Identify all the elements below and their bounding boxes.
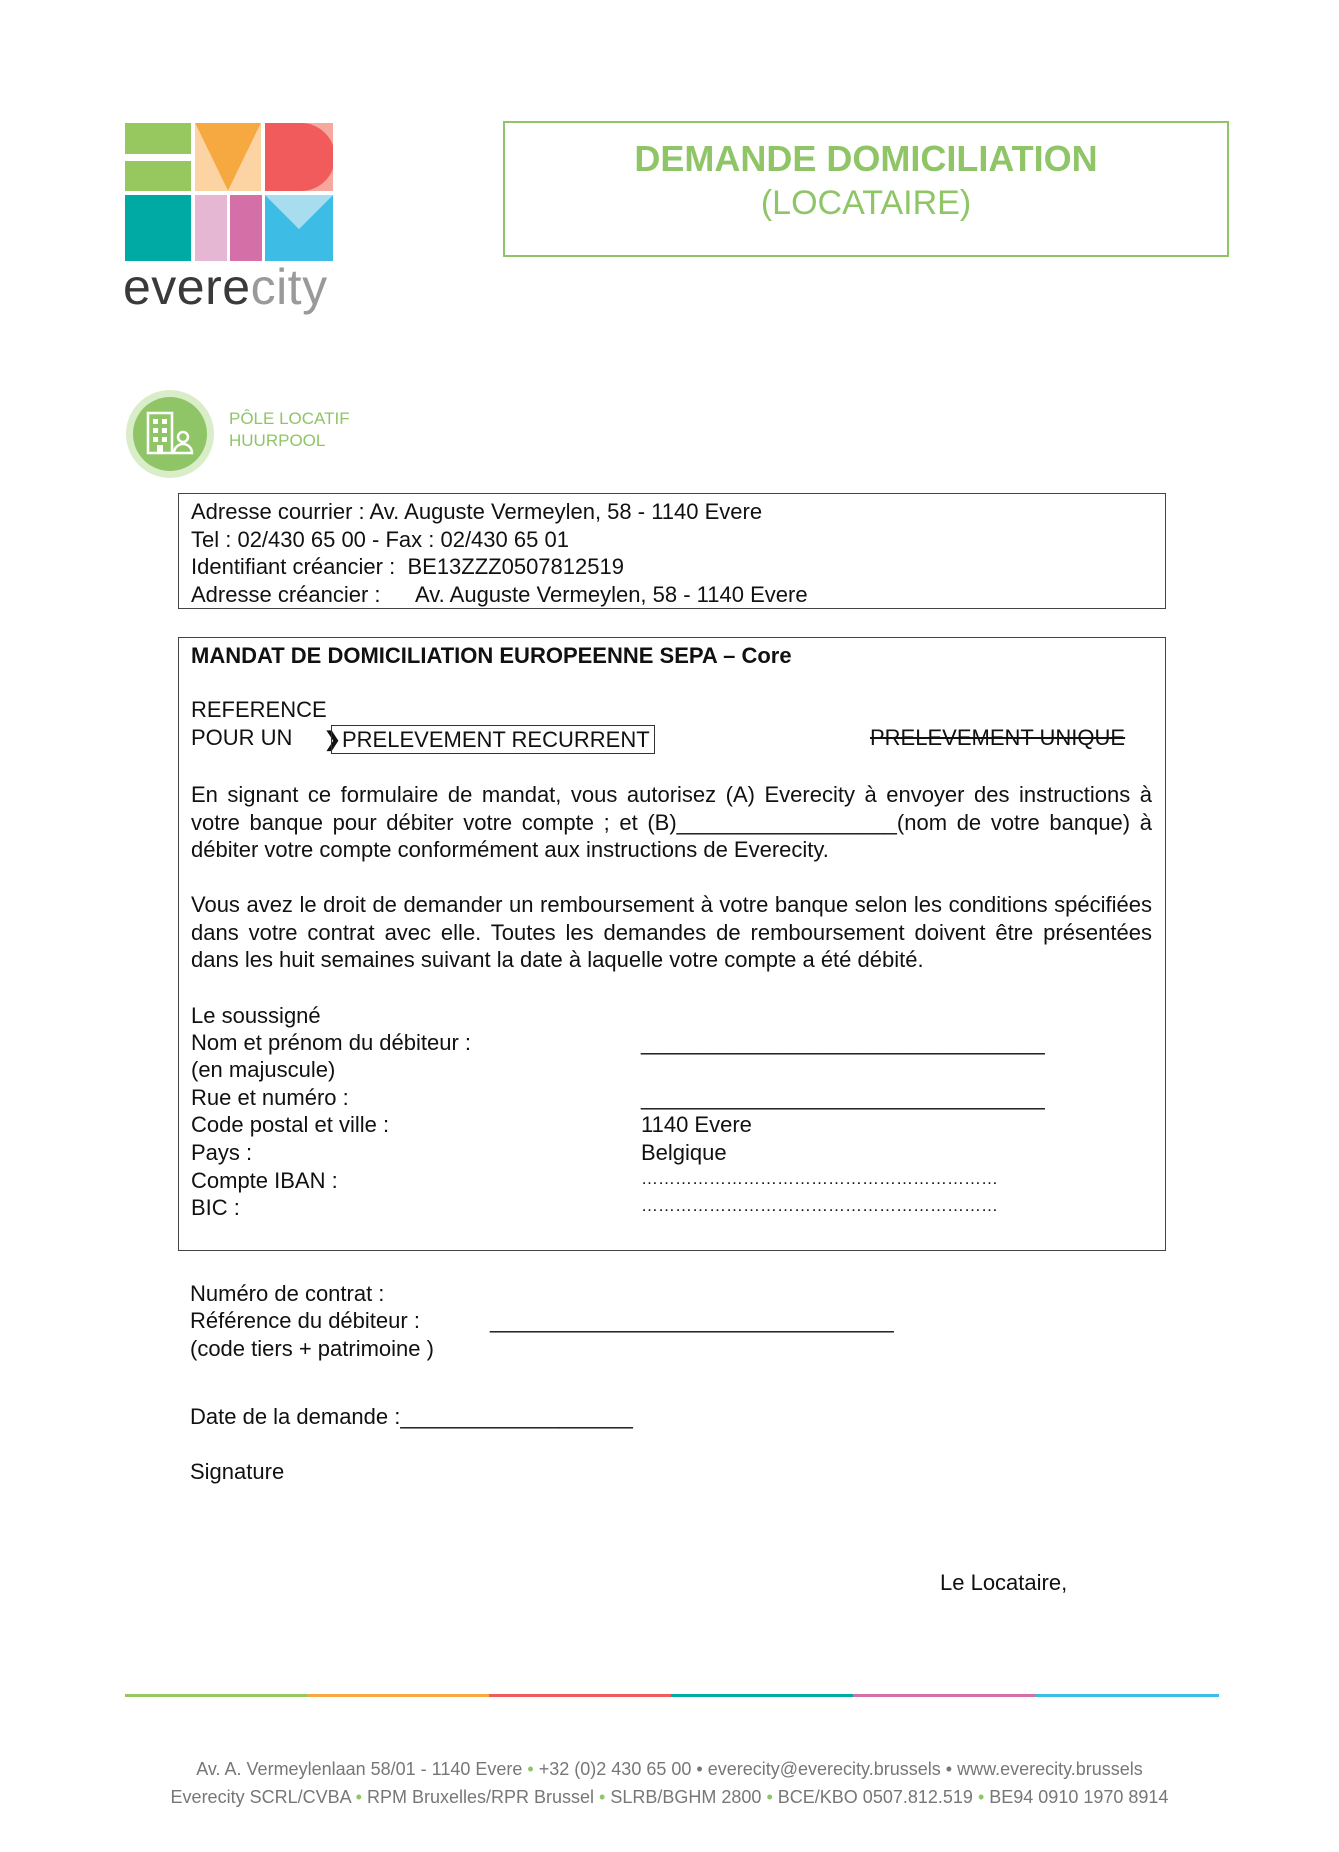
iban-label: Compte IBAN : (191, 1168, 338, 1193)
contract-number-label: Numéro de contrat : (190, 1281, 385, 1306)
footer-company: Everecity SCRL/CVBA (170, 1787, 351, 1807)
footer-phone: +32 (0)2 430 65 00 (538, 1759, 692, 1779)
code-tiers-note: (code tiers + patrimoine ) (190, 1336, 434, 1361)
option-unique[interactable]: PRELEVEMENT UNIQUE (870, 725, 1126, 750)
debtor-reference-label: Référence du débiteur : (190, 1308, 420, 1333)
page-title: DEMANDE DOMICILIATION (634, 138, 1098, 179)
pour-un-label: POUR UN (191, 725, 293, 750)
creditor-address-box (178, 493, 1166, 609)
creditor-address-row: Adresse créancier : Av. Auguste Vermeylen, 58 - 1140 Evere (191, 581, 808, 607)
creditor-address-value: Av. Auguste Vermeylen, 58 - 1140 Evere (415, 581, 808, 607)
pole-locatif-label: PÔLE LOCATIF HUURPOOL (229, 409, 350, 450)
mail-address: Adresse courrier : Av. Auguste Vermeylen, 58 - 1140 Evere (191, 499, 763, 524)
debtor-reference-field[interactable]: _________________________________ (490, 1308, 894, 1333)
footer-color-bar (125, 1694, 1219, 1697)
street-label: Rue et numéro : (191, 1085, 349, 1110)
footer-contact-line: Av. A. Vermeylenlaan 58/01 - 1140 Evere • +32 (0)2 430 65 00 • everecity@everecity.brussels • www.everecity.brussels (196, 1759, 1143, 1779)
title-box (503, 121, 1229, 257)
reference-label: REFERENCE (191, 697, 327, 722)
postal-city-value[interactable]: 1140 Evere (641, 1112, 752, 1137)
bank-name-blank[interactable]: __________________ (676, 809, 897, 835)
footer-iban: BE94 0910 1970 8914 (989, 1787, 1169, 1807)
chevron-right-icon: ❯ (324, 729, 341, 751)
creditor-id-row: Identifiant créancier : BE13ZZZ0507812519 (191, 554, 624, 579)
tenant-label: Le Locataire, (940, 1570, 1068, 1595)
request-date-row: Date de la demande :___________________ (190, 1404, 633, 1429)
mandate-title: MANDAT DE DOMICILIATION EUROPEENNE SEPA – Core (191, 643, 792, 668)
footer-rpm: RPM Bruxelles/RPR Brussel (366, 1787, 595, 1807)
everecity-logo-text: everecity (123, 259, 328, 315)
footer-slrb: SLRB/BGHM 2800 (610, 1787, 762, 1807)
request-date-field[interactable]: ___________________ (400, 1404, 633, 1429)
footer-bce: BCE/KBO 0507.812.519 (777, 1787, 973, 1807)
soussigne-label: Le soussigné (191, 1003, 321, 1028)
iban-field[interactable]: ……………………………………………………… (641, 1169, 998, 1188)
footer-legal-line: Everecity SCRL/CVBA • RPM Bruxelles/RPR Brussel • SLRB/BGHM 2800 • BCE/KBO 0507.812.519 • BE94 0910 1970 8914 (170, 1787, 1169, 1807)
everecity-logo-mark (125, 123, 333, 261)
option-recurrent[interactable]: PRELEVEMENT RECURRENT (331, 725, 655, 754)
page-subtitle: (LOCATAIRE) (760, 184, 972, 222)
country-value[interactable]: Belgique (641, 1140, 727, 1165)
creditor-id-value: BE13ZZZ0507812519 (407, 554, 624, 579)
footer-website[interactable]: www.everecity.brussels (957, 1759, 1143, 1779)
debtor-name-field[interactable]: _________________________________ (641, 1030, 1045, 1055)
country-label: Pays : (191, 1140, 253, 1165)
bic-field[interactable]: ……………………………………………………… (641, 1196, 998, 1215)
street-field[interactable]: _________________________________ (641, 1085, 1045, 1110)
footer-email[interactable]: everecity@everecity.brussels (707, 1759, 941, 1779)
bic-label: BIC : (191, 1195, 240, 1220)
uppercase-note: (en majuscule) (191, 1057, 336, 1082)
mandate-authorization-paragraph: En signant ce formulaire de mandat, vous autorisez (A) Everecity à envoyer des instructions à votre banque pour débiter votre compte ; et (B)__________________(nom de votre banque) à débiter votre compte conformément aux instructions de Everecity. (191, 782, 1152, 862)
mandate-refund-paragraph: Vous avez le droit de demander un remboursement à votre banque selon les conditions spécifiées dans votre contrat avec elle. Toutes les demandes de remboursement doivent être présentées dans les huit semaines suivant la date à laquelle votre compte a été débité. (191, 892, 1152, 972)
sepa-mandate-box (178, 637, 1166, 1251)
phone-fax: Tel : 02/430 65 00 - Fax : 02/430 65 01 (191, 526, 569, 552)
postal-city-label: Code postal et ville : (191, 1112, 390, 1137)
signature-label: Signature (190, 1459, 285, 1484)
debtor-name-label: Nom et prénom du débiteur : (191, 1030, 472, 1055)
footer-address: Av. A. Vermeylenlaan 58/01 - 1140 Evere (196, 1759, 523, 1779)
building-person-icon (125, 389, 215, 479)
